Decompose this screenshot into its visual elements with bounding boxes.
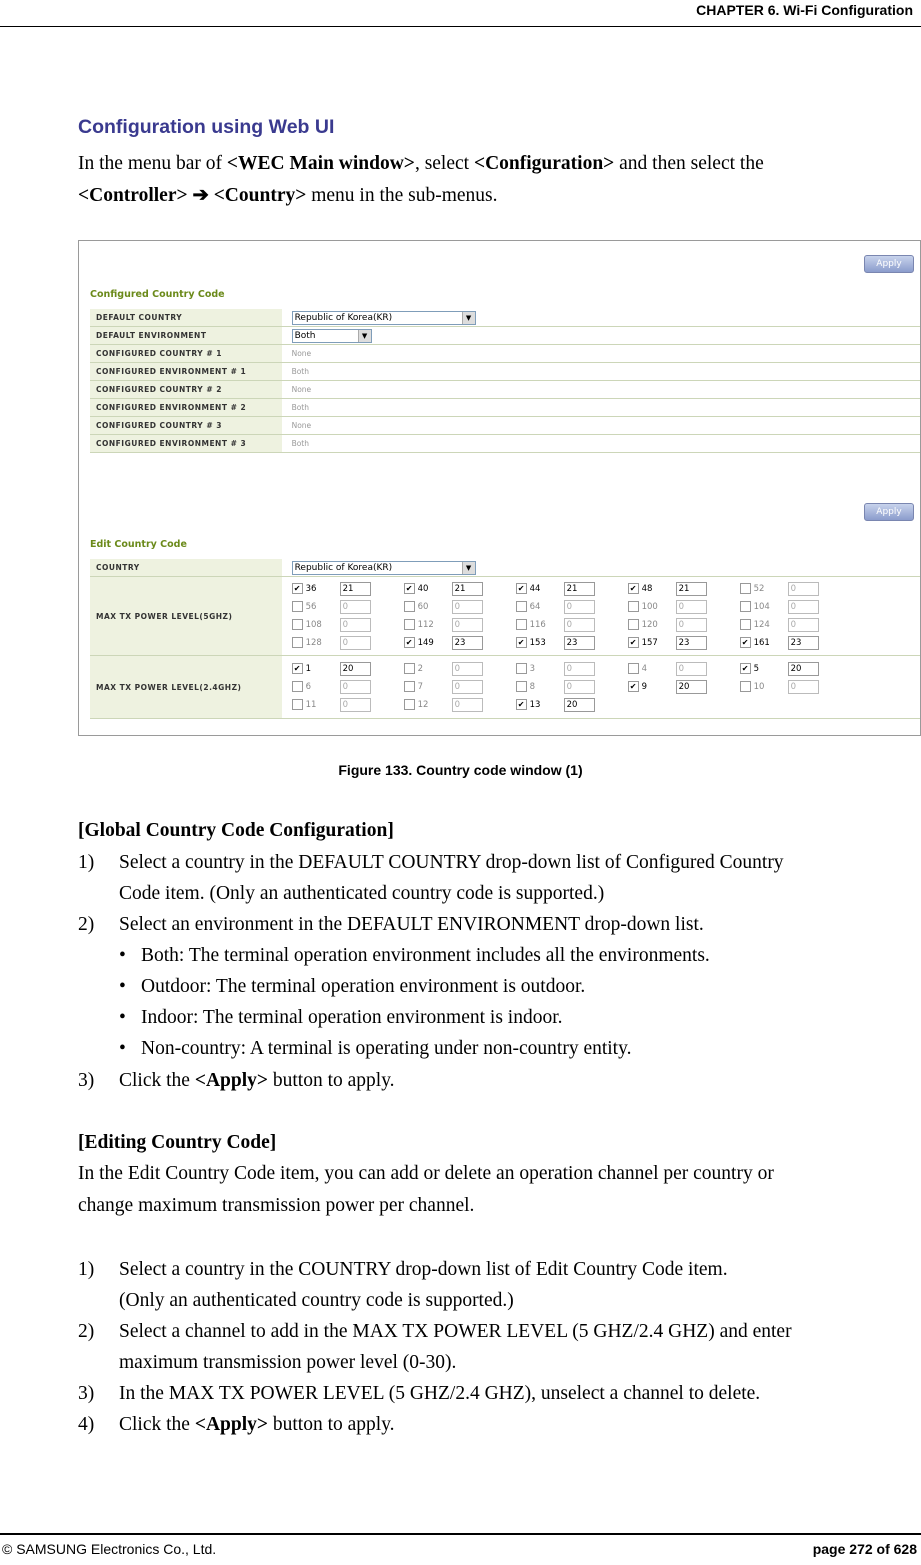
power-level-input[interactable]: 23	[788, 636, 819, 650]
channel-checkbox[interactable]	[404, 681, 423, 692]
power-level-input[interactable]: 21	[676, 582, 707, 596]
checked-icon[interactable]: ✔	[628, 637, 639, 648]
unchecked-icon[interactable]	[516, 601, 527, 612]
channel-checkbox[interactable]	[404, 637, 434, 648]
unchecked-icon[interactable]	[628, 619, 639, 630]
global-step-2: Select an environment in the DEFAULT ENVIRONMENT drop-down list.	[119, 914, 704, 935]
power-level-input[interactable]: 0	[788, 618, 819, 632]
power-level-input[interactable]: 21	[564, 582, 595, 596]
configured-row	[90, 417, 920, 435]
power-level-input[interactable]: 20	[564, 698, 595, 712]
global-step-3-num: 3)	[78, 1070, 95, 1091]
channel-number: 112	[417, 620, 434, 630]
intro-bold: <Configuration>	[473, 153, 615, 174]
step-text: Click the	[119, 1414, 195, 1435]
configured-row	[90, 345, 920, 363]
editing-step-3-num: 3)	[78, 1383, 95, 1404]
bullet-icon: •	[119, 976, 126, 997]
configured-row-value: Both	[282, 435, 920, 453]
channel-checkbox[interactable]	[740, 601, 770, 612]
power-level-input[interactable]: 23	[676, 636, 707, 650]
configured-row	[90, 381, 920, 399]
unchecked-icon[interactable]	[292, 681, 303, 692]
configured-row-value: Both	[282, 363, 920, 381]
channel-number: 52	[753, 584, 765, 594]
figure-caption: Figure 133. Country code window (1)	[338, 762, 583, 778]
editing-step-2-cont: maximum transmission power level (0-30).	[119, 1352, 457, 1373]
channel-checkbox[interactable]	[740, 663, 759, 674]
chevron-down-icon: ▼	[462, 562, 475, 574]
power-level-input[interactable]: 0	[340, 618, 371, 632]
channel-number: 9	[641, 682, 647, 692]
ghz24-label: MAX TX POWER LEVEL(2.4GHZ)	[90, 656, 282, 719]
intro-text: and then select the	[614, 153, 764, 174]
channel-number: 4	[641, 664, 647, 674]
channel-number: 36	[305, 584, 317, 594]
channel-number: 13	[529, 700, 541, 710]
channel-checkbox[interactable]	[628, 663, 647, 674]
channel-checkbox[interactable]	[740, 637, 770, 648]
channel-checkbox[interactable]	[292, 699, 317, 710]
channel-checkbox[interactable]	[628, 583, 653, 594]
power-level-input[interactable]: 0	[788, 680, 819, 694]
power-level-input[interactable]: 0	[676, 662, 707, 676]
channel-number: 161	[753, 638, 770, 648]
channel-number: 10	[753, 682, 765, 692]
unchecked-icon[interactable]	[404, 699, 415, 710]
channel-checkbox[interactable]	[516, 637, 546, 648]
intro-text: menu in the sub-menus.	[306, 185, 498, 206]
environment-bullet: Non-country: A terminal is operating under non-country entity.	[141, 1038, 632, 1059]
channel-number: 60	[417, 602, 429, 612]
global-step-1-cont: Code item. (Only an authenticated country code is supported.)	[119, 883, 605, 904]
unchecked-icon[interactable]	[516, 619, 527, 630]
channel-number: 1	[305, 664, 311, 674]
power-level-input[interactable]: 0	[564, 662, 595, 676]
configured-table	[90, 309, 920, 453]
checked-icon[interactable]: ✔	[740, 663, 751, 674]
checked-icon[interactable]: ✔	[516, 637, 527, 648]
channel-number: 12	[417, 700, 429, 710]
configured-row	[90, 399, 920, 417]
channel-number: 149	[417, 638, 434, 648]
power-level-input[interactable]: 0	[564, 680, 595, 694]
editing-step-4-num: 4)	[78, 1414, 95, 1435]
global-step-1-num: 1)	[78, 852, 95, 873]
global-step-2-num: 2)	[78, 914, 95, 935]
power-level-input[interactable]: 20	[340, 662, 371, 676]
step-text: button to apply.	[268, 1414, 395, 1435]
configured-row-value: None	[282, 345, 920, 363]
bullet-icon: •	[119, 1038, 126, 1059]
power-level-input[interactable]: 0	[452, 618, 483, 632]
footer-copyright: © SAMSUNG Electronics Co., Ltd.	[2, 1541, 217, 1557]
channel-checkbox[interactable]	[628, 601, 658, 612]
configured-row	[90, 309, 920, 327]
configured-row-key: CONFIGURED ENVIRONMENT # 3	[90, 435, 282, 453]
environment-bullet: Outdoor: The terminal operation environment is outdoor.	[141, 976, 586, 997]
checked-icon[interactable]: ✔	[292, 583, 303, 594]
channel-checkbox[interactable]	[740, 681, 765, 692]
unchecked-icon[interactable]	[516, 681, 527, 692]
country-select[interactable]	[292, 561, 476, 575]
configured-row-value: None	[282, 417, 920, 435]
channel-number: 5	[753, 664, 759, 674]
unchecked-icon[interactable]	[628, 663, 639, 674]
channel-row	[292, 581, 920, 599]
channel-checkbox[interactable]	[292, 619, 322, 630]
step-bold: <Apply>	[194, 1414, 268, 1435]
select-value: Republic of Korea(KR)	[294, 312, 393, 323]
channel-number: 40	[417, 584, 429, 594]
default-country-select[interactable]	[292, 311, 476, 325]
editing-step-4	[119, 1414, 395, 1436]
configured-row	[90, 363, 920, 381]
unchecked-icon[interactable]	[292, 699, 303, 710]
default-environment-select[interactable]	[292, 329, 372, 343]
editing-step-1: Select a country in the COUNTRY drop-down list of Edit Country Code item.	[119, 1259, 728, 1280]
channel-number: 8	[529, 682, 535, 692]
power-level-input[interactable]: 0	[340, 600, 371, 614]
power-level-input[interactable]: 23	[452, 636, 483, 650]
channel-row	[292, 679, 920, 697]
channel-number: 3	[529, 664, 535, 674]
power-level-input[interactable]: 0	[452, 600, 483, 614]
chapter-header: CHAPTER 6. Wi-Fi Configuration	[696, 2, 913, 18]
ghz24-grid	[292, 659, 920, 715]
power-level-input[interactable]: 21	[452, 582, 483, 596]
power-level-input[interactable]: 20	[788, 662, 819, 676]
power-level-input[interactable]: 23	[564, 636, 595, 650]
ghz5-grid	[292, 579, 920, 653]
unchecked-icon[interactable]	[292, 601, 303, 612]
power-level-input[interactable]: 0	[564, 618, 595, 632]
intro-text: , select	[414, 153, 474, 174]
editing-step-3: In the MAX TX POWER LEVEL (5 GHZ/2.4 GHZ), unselect a channel to delete.	[119, 1383, 761, 1404]
power-level-input[interactable]: 0	[564, 600, 595, 614]
configured-row-key: CONFIGURED COUNTRY # 2	[90, 381, 282, 399]
country-code-screenshot	[78, 240, 921, 736]
ghz5-label: MAX TX POWER LEVEL(5GHZ)	[90, 577, 282, 656]
channel-number: 64	[529, 602, 541, 612]
channel-number: 44	[529, 584, 541, 594]
country-label: COUNTRY	[90, 559, 282, 577]
editing-step-2: Select a channel to add in the MAX TX POWER LEVEL (5 GHZ/2.4 GHZ) and enter	[119, 1321, 792, 1342]
channel-number: 11	[305, 700, 317, 710]
power-level-input[interactable]: 0	[788, 600, 819, 614]
channel-number: 157	[641, 638, 658, 648]
channel-checkbox[interactable]	[516, 699, 541, 710]
country-select-value: Republic of Korea(KR)	[294, 562, 393, 573]
unchecked-icon[interactable]	[404, 663, 415, 674]
channel-number: 153	[529, 638, 546, 648]
unchecked-icon[interactable]	[628, 601, 639, 612]
unchecked-icon[interactable]	[404, 681, 415, 692]
checked-icon[interactable]: ✔	[292, 663, 303, 674]
channel-row	[292, 635, 920, 653]
configured-row-key: DEFAULT ENVIRONMENT	[90, 327, 282, 345]
editing-para-1: In the Edit Country Code item, you can add or delete an operation channel per country or	[78, 1163, 774, 1184]
channel-checkbox[interactable]	[628, 619, 658, 630]
channel-checkbox[interactable]	[404, 583, 429, 594]
channel-number: 100	[641, 602, 658, 612]
editing-para-2: change maximum transmission power per channel.	[78, 1195, 475, 1216]
configured-row	[90, 435, 920, 453]
power-level-input[interactable]: 0	[452, 698, 483, 712]
configured-country-code-title: Configured Country Code	[90, 289, 225, 300]
channel-row	[292, 617, 920, 635]
apply-button-bottom[interactable]: Apply	[864, 503, 914, 521]
channel-checkbox[interactable]	[628, 681, 647, 692]
unchecked-icon[interactable]	[292, 637, 303, 648]
environment-bullet: Indoor: The terminal operation environment is indoor.	[141, 1007, 563, 1028]
channel-number: 108	[305, 620, 322, 630]
intro-bold: <WEC Main window>	[226, 153, 415, 174]
channel-checkbox[interactable]	[404, 663, 423, 674]
checked-icon[interactable]: ✔	[404, 637, 415, 648]
channel-number: 116	[529, 620, 546, 630]
channel-checkbox[interactable]	[404, 601, 429, 612]
power-level-input[interactable]: 21	[340, 582, 371, 596]
checked-icon[interactable]: ✔	[740, 637, 751, 648]
channel-checkbox[interactable]	[404, 619, 434, 630]
global-heading: [Global Country Code Configuration]	[78, 820, 394, 841]
configured-row-key: CONFIGURED ENVIRONMENT # 1	[90, 363, 282, 381]
channel-checkbox[interactable]	[292, 601, 317, 612]
step-text: Click the	[119, 1070, 195, 1091]
power-level-input[interactable]: 0	[452, 662, 483, 676]
configured-row-key: DEFAULT COUNTRY	[90, 309, 282, 327]
channel-number: 2	[417, 664, 423, 674]
channel-number: 56	[305, 602, 317, 612]
channel-number: 120	[641, 620, 658, 630]
channel-number: 104	[753, 602, 770, 612]
channel-checkbox[interactable]	[404, 699, 429, 710]
channel-checkbox[interactable]	[516, 601, 541, 612]
channel-checkbox[interactable]	[516, 663, 535, 674]
bullet-icon: •	[119, 945, 126, 966]
configured-row	[90, 327, 920, 345]
arrow-icon: ➔	[187, 185, 214, 206]
global-step-1: Select a country in the DEFAULT COUNTRY drop-down list of Configured Country	[119, 852, 784, 873]
channel-checkbox[interactable]	[292, 663, 311, 674]
power-level-input[interactable]: 0	[676, 618, 707, 632]
header-divider	[0, 26, 921, 27]
select-value: Both	[294, 330, 316, 341]
bullet-icon: •	[119, 1007, 126, 1028]
power-level-input[interactable]: 0	[340, 698, 371, 712]
step-bold: <Apply>	[194, 1070, 268, 1091]
channel-checkbox[interactable]	[516, 681, 535, 692]
channel-row	[292, 697, 920, 715]
channel-number: 48	[641, 584, 653, 594]
configured-row-key: CONFIGURED COUNTRY # 1	[90, 345, 282, 363]
section-title: Configuration using Web UI	[78, 116, 335, 138]
edit-table	[90, 559, 920, 719]
power-level-input[interactable]: 0	[788, 582, 819, 596]
channel-checkbox[interactable]	[292, 681, 311, 692]
unchecked-icon[interactable]	[404, 601, 415, 612]
unchecked-icon[interactable]	[740, 601, 751, 612]
checked-icon[interactable]: ✔	[516, 699, 527, 710]
intro-text: In the menu bar of	[78, 153, 227, 174]
channel-row	[292, 661, 920, 679]
apply-button-top[interactable]: Apply	[864, 255, 914, 273]
intro-line-1	[78, 153, 764, 175]
power-level-input[interactable]: 0	[340, 636, 371, 650]
chevron-down-icon: ▼	[462, 312, 475, 324]
checked-icon[interactable]: ✔	[404, 583, 415, 594]
power-level-input[interactable]: 0	[676, 600, 707, 614]
unchecked-icon[interactable]	[740, 681, 751, 692]
power-level-input[interactable]: 0	[340, 680, 371, 694]
configured-row-value: None	[282, 381, 920, 399]
editing-step-2-num: 2)	[78, 1321, 95, 1342]
configured-row-key: CONFIGURED ENVIRONMENT # 2	[90, 399, 282, 417]
channel-number: 7	[417, 682, 423, 692]
unchecked-icon[interactable]	[516, 663, 527, 674]
channel-number: 128	[305, 638, 322, 648]
checked-icon[interactable]: ✔	[628, 583, 639, 594]
intro-line-2	[78, 185, 498, 207]
global-step-3	[119, 1070, 395, 1092]
channel-checkbox[interactable]	[292, 583, 317, 594]
power-level-input[interactable]: 0	[452, 680, 483, 694]
channel-checkbox[interactable]	[740, 619, 770, 630]
configured-row-key: CONFIGURED COUNTRY # 3	[90, 417, 282, 435]
step-text: button to apply.	[268, 1070, 395, 1091]
editing-step-1-num: 1)	[78, 1259, 95, 1280]
intro-bold: <Controller>	[78, 185, 188, 206]
unchecked-icon[interactable]	[740, 619, 751, 630]
channel-number: 124	[753, 620, 770, 630]
channel-checkbox[interactable]	[516, 619, 546, 630]
chevron-down-icon: ▼	[358, 330, 371, 342]
checked-icon[interactable]: ✔	[516, 583, 527, 594]
editing-heading: [Editing Country Code]	[78, 1132, 277, 1153]
checked-icon[interactable]: ✔	[628, 681, 639, 692]
configured-row-value: Both	[282, 399, 920, 417]
channel-number: 6	[305, 682, 311, 692]
power-level-input[interactable]: 20	[676, 680, 707, 694]
edit-country-code-title: Edit Country Code	[90, 539, 187, 550]
channel-checkbox[interactable]	[292, 637, 322, 648]
channel-checkbox[interactable]	[628, 637, 658, 648]
footer-divider	[0, 1533, 921, 1535]
environment-bullet: Both: The terminal operation environment includes all the environments.	[141, 945, 710, 966]
unchecked-icon[interactable]	[292, 619, 303, 630]
intro-bold: <Country>	[213, 185, 307, 206]
editing-step-1-cont: (Only an authenticated country code is supported.)	[119, 1290, 514, 1311]
footer-page-number: page 272 of 628	[812, 1541, 917, 1557]
channel-checkbox[interactable]	[516, 583, 541, 594]
channel-row	[292, 599, 920, 617]
unchecked-icon[interactable]	[404, 619, 415, 630]
channel-checkbox[interactable]	[740, 583, 765, 594]
unchecked-icon[interactable]	[740, 583, 751, 594]
